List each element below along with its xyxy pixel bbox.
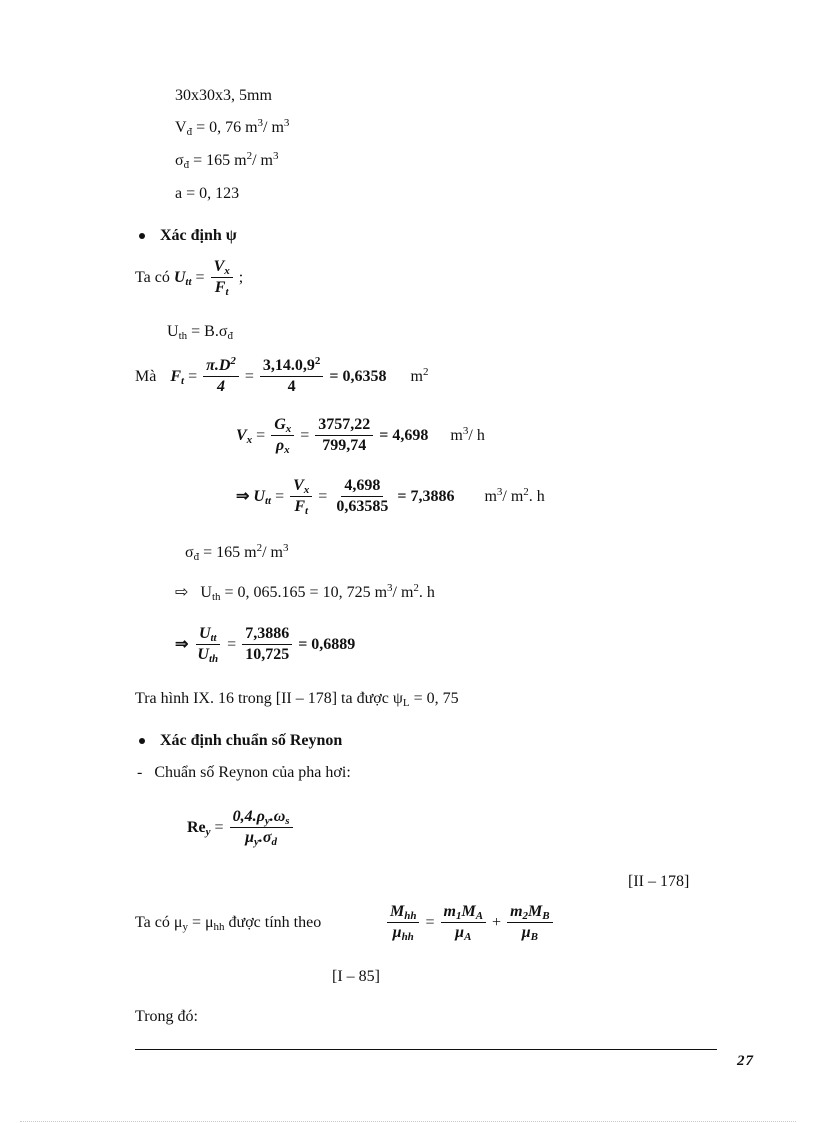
param-line-4: a = 0, 123 (175, 185, 240, 202)
page-bottom-border (20, 1121, 796, 1122)
equation-ratio: ⇒ $\frac{U_{tt}}{U_{th}}$ = $\frac{7,3886}{10,725}$ = 0,6889 (175, 625, 356, 665)
footer-divider (135, 1049, 717, 1050)
param-line-3: $\sigma_đ = 165$ $m^2/$ $m^3$ (175, 150, 279, 171)
lookup-line: Tra hình IX. 16 trong [II – 178] ta được $\psi_L = 0$, 75 (135, 690, 459, 709)
sigma-line: $\sigma_đ = 165$ $m^2/$ $m^3$ (185, 542, 289, 563)
bullet-icon (139, 738, 145, 744)
viscosity-line: Ta có $\mu_y = \mu_{hh}$ được tính theo (135, 914, 322, 933)
equation-mixture: $\frac{M_{hh}}{\mu_{hh}}$ = $\frac{m_1M_A}{\mu_A}$ + $\frac{m_2M_B}{\mu_B}$ (385, 902, 555, 942)
param-line-1: 30x30x3, 5mm (175, 87, 272, 104)
reference-i-85: [I – 85] (332, 968, 380, 985)
page-number: 27 (737, 1053, 754, 1069)
equation-ft: Mà $F_t$ = $\frac{\pi.D^2}{4}$ = $\frac{3,14.0,9^2}{4}$ = 0,6358 $m^2$ (135, 355, 429, 395)
section-title-psi: Xác định ψ (160, 227, 237, 244)
equation-utt-value: ⇒ $U_{tt}$ = $\frac{V_x}{F_t}$ = $\frac{4,698}{0,63585}$ = 7,3886 $m^3/$ $m^2$. h (236, 477, 545, 517)
uth-value-line: ⇨ $U_{th} = 0$, 065.165 = 10, 725 $m^3/$ $m^2$. h (175, 582, 435, 603)
param-line-2: $V_đ = 0$, 76 $m^3/$ $m^3$ (175, 117, 290, 138)
bullet-icon (139, 233, 145, 239)
equation-reynolds: $Re_y$ = $\frac{0,4.\rho_y.\omega_s}{\mu_y.\sigma_d}$ (187, 808, 295, 847)
equation-vx: $V_x$ = $\frac{G_x}{\rho_x}$ = $\frac{3757,22}{799,74}$ = 4,698 $m^3/$ h (236, 416, 485, 456)
trong-do-line: Trong đó: (135, 1008, 198, 1025)
equation-utt: Ta có $U_{tt}$ = $\frac{V_x}{F_t}$ ; (135, 258, 244, 298)
arrow-icon: ⇨ (175, 584, 189, 601)
equation-uth: $U_{th} = B.\sigma_đ$ (167, 323, 233, 342)
section-title-reynolds: Xác định chuẩn số Reynon (160, 732, 343, 749)
reference-ii-178: [II – 178] (628, 873, 690, 890)
reynolds-intro: - Chuẩn số Reynon của pha hơi: (137, 764, 351, 781)
